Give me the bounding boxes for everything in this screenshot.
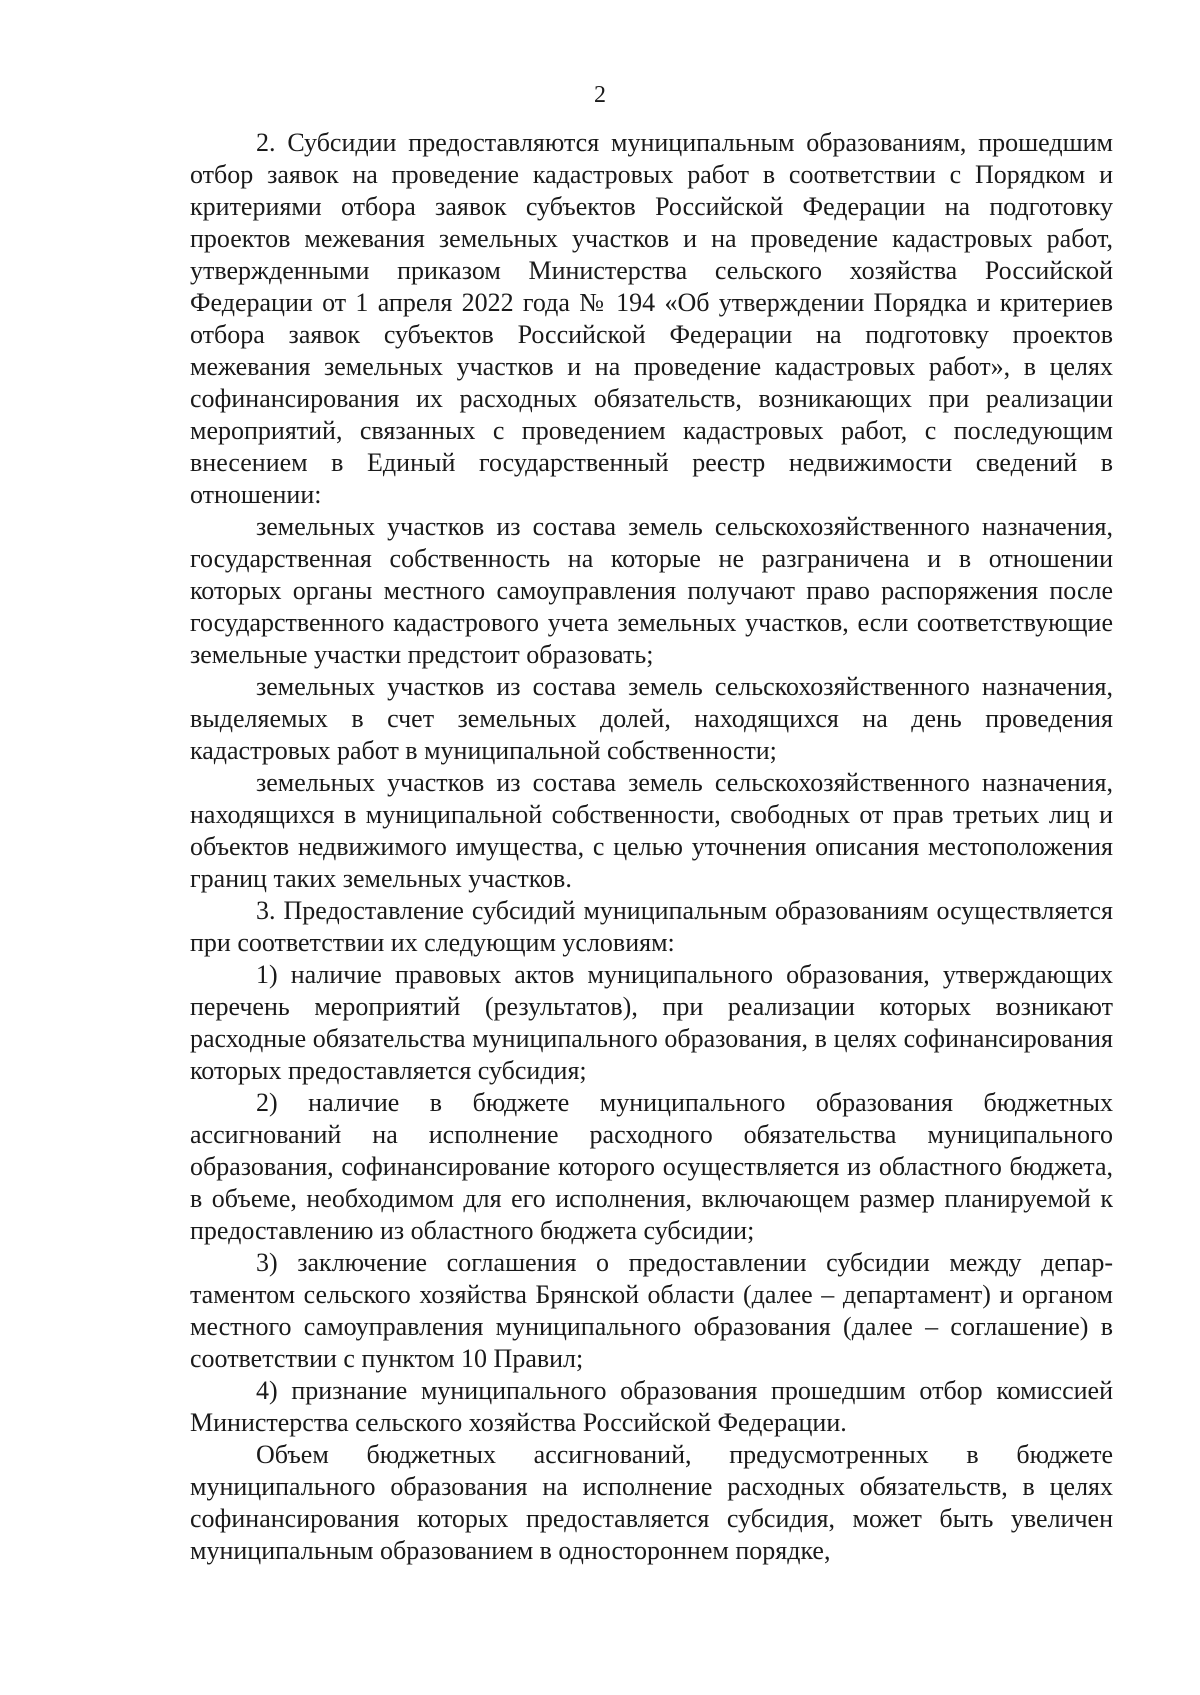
paragraph-condition-3: 3) заключение соглашения о предоставлении субсидии между департаментом сельского хозяйства Брянской области (далее – департамент) и органом местного самоуправления муниципального образования (далее – соглашение) в соответствии с пунктом 10 Правил; — [190, 1248, 1113, 1373]
paragraph-condition-4: 4) признание муниципального образования прошедшим отбор комиссией Министерства сельского хозяйства Российской Федерации. — [190, 1376, 1113, 1437]
paragraph-budget-volume: Объем бюджетных ассигнований, предусмотренных в бюджете муниципального образования на исполнение расходных обязательств, в целях софинансирования которых предоставляется субсидия, может быть увеличен муниципальным образованием в одностороннем порядке, — [190, 1440, 1113, 1565]
paragraph-land-municipal: земельных участков из состава земель сельскохозяйственного назначения, находящихся в муниципальной собственности, свободных от прав третьих лиц и объектов недвижимого имущества, с целью уточнения описания местоположения границ таких земельных участков. — [190, 768, 1113, 893]
paragraph-subsidies: 2. Субсидии предоставляются муниципальным образованиям, прошедшим отбор заявок на проведение кадастровых работ в соответствии с Порядком и критериями отбора заявок субъектов Российской Федерации на подготовку проектов межевания земельных участков и на проведение кадастровых работ, утвержденными приказом Министерства сельского хозяйства Российской Федерации от 1 апреля 2022 года № 194 «Об утверждении Порядка и критериев отбора заявок субъектов Российской Федерации на подготовку проектов межевания земельных участков и на проведение кадастровых работ», в целях софинансирования их расходных обязательств, возникающих при реализации мероприятий, связанных с проведением кадастровых работ, с последующим внесением в Единый государственный реестр недвижимости сведений в отношении: — [190, 128, 1113, 509]
page-number: 2 — [594, 82, 606, 108]
paragraph-land-unallocated: земельных участков из состава земель сельскохозяйственного назначения, государственная собственность на которые не разграничена и в отношении которых органы местного самоуправления получают право распоряжения после государственного кадастрового учета земельных участков, если соответствующие земельные участки предстоит образовать; — [190, 512, 1113, 669]
paragraph-condition-2: 2) наличие в бюджете муниципального образования бюджетных ассигнований на исполнение расходного обязательства муниципального образования, софинансирование которого осуществляется из областного бюджета, в объеме, необходимом для его исполнения, включающем размер планируемой к предоставлению из областного бюджета субсидии; — [190, 1088, 1113, 1245]
paragraph-conditions: 3. Предоставление субсидий муниципальным образованиям осуществляется при соответствии их следующим условиям: — [190, 896, 1113, 957]
paragraph-land-shares: земельных участков из состава земель сельскохозяйственного назначения, выделяемых в счет земельных долей, находящихся на день проведения кадастровых работ в муниципальной собственности; — [190, 672, 1113, 765]
document-body — [190, 127, 1113, 1567]
paragraph-condition-1: 1) наличие правовых актов муниципального образования, утверждающих перечень мероприятий (результатов), при реализации которых возникают расходные обязательства муниципального образования, в целях софинансирования которых предоставляется субсидия; — [190, 960, 1113, 1085]
